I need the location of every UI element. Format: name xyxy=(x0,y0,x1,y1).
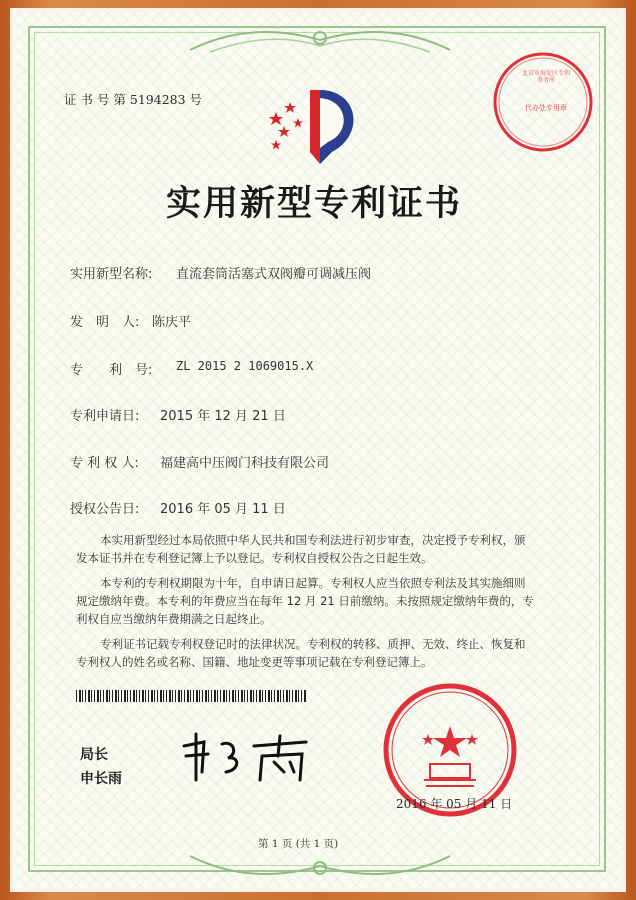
seal-date: 2016 年 05 月 11 日 xyxy=(396,797,513,811)
paragraph-2-line-2: 规定缴纳年费。本专利的年费应当在每年 12 月 21 日前缴纳。未按照规定缴纳年费的，专 xyxy=(76,594,534,608)
paragraph-1-line-2: 发本证书并在专利登记簿上予以登记。专利权自授权公告之日起生效。 xyxy=(76,551,433,565)
paragraph-2-line-1: 本专利的专利权期限为十年，自申请日起算。专利权人应当依照专利法及其实施细则 xyxy=(100,576,526,590)
field-label-grant-date: 授权公告日: xyxy=(70,502,140,517)
top-ornament xyxy=(180,20,460,60)
barcode xyxy=(76,690,306,702)
field-value-patent-number: ZL 2015 2 1069015.X xyxy=(176,359,314,373)
paragraph-3-line-2: 专利权人的姓名或名称、国籍、地址变更等事项记载在专利登记簿上。 xyxy=(76,655,433,669)
director-title: 局长 xyxy=(80,747,108,763)
paragraph-2-line-3: 利权自应当缴纳年费期满之日起终止。 xyxy=(76,612,272,626)
field-label-inventor: 发 明 人: xyxy=(70,315,140,330)
director-signature xyxy=(174,726,324,786)
paragraph-3-line-1: 专利证书记载专利权登记时的法律状况。专利权的转移、质押、无效、终止、恢复和 xyxy=(100,637,526,651)
bottom-ornament xyxy=(180,846,460,886)
field-value-inventor: 陈庆平 xyxy=(152,315,192,330)
field-label-name: 实用新型名称: xyxy=(70,267,153,282)
page-footer: 第 1 页 (共 1 页) xyxy=(258,838,339,850)
field-value-name: 直流套筒活塞式双阀瓣可调减压阀 xyxy=(176,267,372,282)
field-value-patentee: 福建高中压阀门科技有限公司 xyxy=(160,456,330,471)
field-value-filing-date: 2015 年 12 月 21 日 xyxy=(160,409,286,424)
corner-seal-ring-text: 北京市海淀区专利事务所 xyxy=(522,70,571,84)
corner-seal-center-text: 代办处专用章 xyxy=(525,104,567,112)
field-label-patent-number: 专 利 号: xyxy=(70,363,153,378)
field-label-patentee: 专 利 权 人: xyxy=(70,456,139,471)
field-value-grant-date: 2016 年 05 月 11 日 xyxy=(160,502,286,517)
director-name: 申长雨 xyxy=(80,771,122,787)
agency-corner-seal xyxy=(488,48,598,156)
paragraph-1-line-1: 本实用新型经过本局依照中华人民共和国专利法进行初步审查，决定授予专利权，颁 xyxy=(100,533,526,547)
field-label-filing-date: 专利申请日: xyxy=(70,409,140,424)
certificate-title: 实用新型专利证书 xyxy=(166,183,463,224)
patent-office-logo xyxy=(262,82,372,170)
certificate-number: 证 书 号 第 5194283 号 xyxy=(64,92,203,107)
